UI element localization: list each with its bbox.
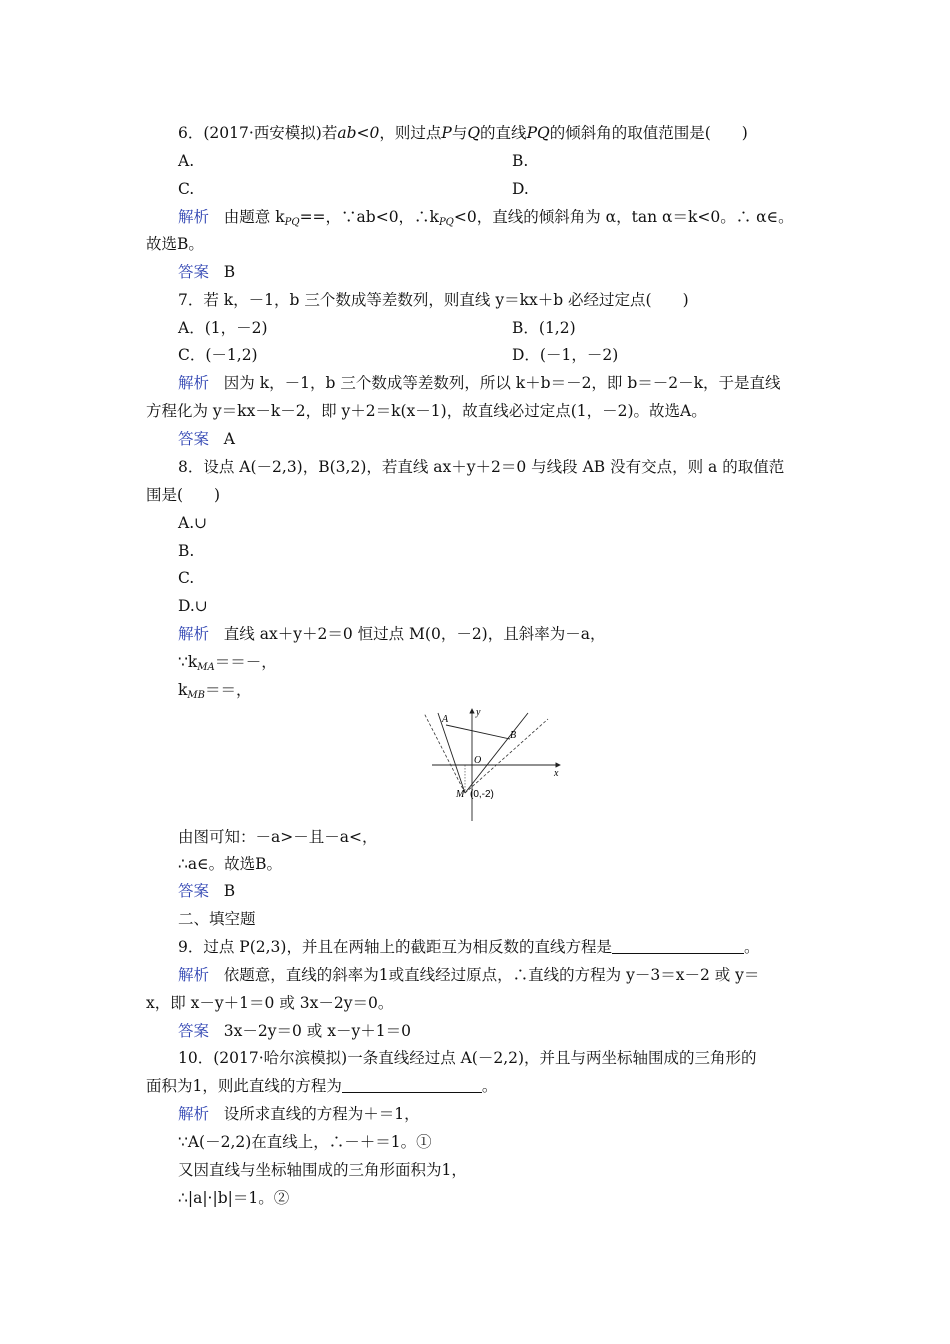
q6-option-a: A. xyxy=(178,152,195,170)
q8-solution-line5: ∴a∈。故选B。 xyxy=(178,855,282,873)
solution-label: 解析 xyxy=(178,374,210,392)
q6-stem-part: ，则过点 xyxy=(379,124,442,142)
q6-PQ: PQ xyxy=(526,124,550,142)
q6-stem-part: 的直线 xyxy=(480,124,527,142)
q6-solution-line2: 故选B。 xyxy=(146,235,204,253)
q6-P: P xyxy=(441,124,452,142)
q6-stem-part: 6．(2017·西安模拟)若 xyxy=(178,124,338,142)
q9-answer-blank[interactable] xyxy=(612,938,744,954)
q10-stem: 10．(2017·哈尔滨模拟)一条直线经过点 A(－2,2)，并且与两坐标轴围成的三角形的 xyxy=(178,1049,757,1067)
dashed-line-left xyxy=(424,713,465,793)
fig-label-x: x xyxy=(554,768,559,779)
q8-coordinate-figure xyxy=(420,705,570,825)
q6-Q: Q xyxy=(467,124,481,142)
q7-sol-part: 因为 k，－1，b 三个数成等差数列，所以 k＋b＝－2，即 b＝－2－k，于是直线 xyxy=(223,374,781,392)
q6-sol-part: <0，直线的倾斜角为 α，tan α＝k<0。∴ α∈。 xyxy=(453,208,794,226)
q6-stem xyxy=(178,122,748,144)
q10-stem-end: 。 xyxy=(481,1077,498,1095)
q7-option-c: C．(－1,2) xyxy=(178,346,258,364)
line-MA xyxy=(438,713,465,793)
solution-label: 解析 xyxy=(178,966,210,984)
q8-answer xyxy=(178,880,235,902)
q7-option-b: B．(1,2) xyxy=(512,319,576,337)
q9-solution-line2: x，即 x－y＋1＝0 或 3x－2y＝0。 xyxy=(146,994,394,1012)
q7-option-a: A．(1，－2) xyxy=(178,319,268,337)
q8-option-b: B. xyxy=(178,542,195,560)
q7-answer-value: A xyxy=(223,430,235,448)
q8-option-d: D.∪ xyxy=(178,597,208,615)
q8-solution-line3 xyxy=(178,679,252,707)
section-heading-fill-in: 二、填空题 xyxy=(178,910,256,928)
answer-label: 答案 xyxy=(178,1022,210,1040)
q6-option-d: D. xyxy=(512,180,529,198)
fig-label-M: M xyxy=(456,789,465,800)
segment-AB xyxy=(446,725,510,739)
q6-option-c: C. xyxy=(178,180,195,198)
q6-stem-part: 的倾斜角的取值范围是( ) xyxy=(549,124,748,142)
solution-label: 解析 xyxy=(178,625,210,643)
q8-option-a: A.∪ xyxy=(178,514,208,532)
fig-label-O: O xyxy=(474,755,482,766)
solution-label: 解析 xyxy=(178,1105,210,1123)
q6-solution xyxy=(178,206,794,234)
q10-solution-line4: ∴|a|·|b|＝1。② xyxy=(178,1189,290,1207)
q9-stem xyxy=(178,936,759,958)
q9-answer xyxy=(178,1020,411,1042)
q8-stem: 8．设点 A(－2,3)，B(3,2)，若直线 ax＋y＋2＝0 与线段 AB 没有交点，则 a 的取值范 xyxy=(178,458,785,476)
q8-sol-sub: MA xyxy=(197,662,215,673)
q8-sol-part: 直线 ax＋y＋2＝0 恒过点 M(0，－2)，且斜率为－a， xyxy=(223,625,606,643)
q10-solution-line3: 又因直线与坐标轴围成的三角形面积为1， xyxy=(178,1161,467,1179)
q8-sol-part: k xyxy=(178,681,188,699)
q8-sol-part: ∵k xyxy=(178,653,198,671)
q6-sol-part: 由题意 k xyxy=(223,208,285,226)
q7-answer xyxy=(178,428,235,450)
answer-label: 答案 xyxy=(178,430,210,448)
answer-label: 答案 xyxy=(178,263,210,281)
q7-solution xyxy=(178,372,781,394)
line-MB xyxy=(465,713,528,793)
q10-solution-line2: ∵A(－2,2)在直线上，∴－＋＝1。① xyxy=(178,1133,432,1151)
q8-solution-line4: 由图可知：－a>－且－a<， xyxy=(178,828,378,846)
q6-sol-part: ==，∵ab<0，∴k xyxy=(299,208,439,226)
fig-label-B: B xyxy=(510,730,517,741)
q7-option-d: D．(－1，－2) xyxy=(512,346,619,364)
q7-solution-line2: 方程化为 y＝kx－k－2，即 y＋2＝k(x－1)，故直线必过定点(1，－2)。故选A。 xyxy=(146,402,707,420)
q10-stem-line2 xyxy=(146,1075,497,1097)
fig-label-A: A xyxy=(442,714,449,725)
q10-solution xyxy=(178,1103,420,1125)
q9-sol-part: 依题意，直线的斜率为1或直线经过原点，∴直线的方程为 y－3＝x－2 或 y＝ xyxy=(223,966,760,984)
q7-stem: 7．若 k，－1，b 三个数成等差数列，则直线 y＝kx＋b 必经过定点( ) xyxy=(178,291,689,309)
q8-sol-part: ＝＝， xyxy=(205,681,252,699)
q8-sol-part: ＝＝－， xyxy=(214,653,277,671)
q8-solution xyxy=(178,623,605,645)
fig-label-point: (0,-2) xyxy=(470,789,494,800)
q6-option-b: B. xyxy=(512,152,529,170)
q8-sol-sub: MB xyxy=(187,690,205,701)
q8-answer-value: B xyxy=(223,882,236,900)
q9-solution xyxy=(178,964,759,986)
q6-ab: ab<0 xyxy=(337,124,380,142)
q6-sol-sub: PQ xyxy=(284,217,300,228)
q10-answer-blank[interactable] xyxy=(342,1077,482,1093)
q6-stem-part: 与 xyxy=(451,124,468,142)
q8-solution-line2 xyxy=(178,651,277,679)
fig-label-y: y xyxy=(476,707,481,718)
q8-option-c: C. xyxy=(178,569,195,587)
q9-stem-text: 9．过点 P(2,3)，并且在两轴上的截距互为相反数的直线方程是 xyxy=(178,938,612,956)
q8-stem-line2: 围是( ) xyxy=(146,486,221,504)
q6-answer xyxy=(178,261,235,283)
q9-stem-end: 。 xyxy=(743,938,760,956)
q10-stem-text: 面积为1，则此直线的方程为 xyxy=(146,1077,342,1095)
q6-answer-value: B xyxy=(223,263,236,281)
q10-sol-part: 设所求直线的方程为＋＝1， xyxy=(223,1105,420,1123)
q9-answer-value: 3x－2y＝0 或 x－y＋1＝0 xyxy=(223,1022,411,1040)
answer-label: 答案 xyxy=(178,882,210,900)
solution-label: 解析 xyxy=(178,208,210,226)
q6-sol-sub: PQ xyxy=(438,217,454,228)
